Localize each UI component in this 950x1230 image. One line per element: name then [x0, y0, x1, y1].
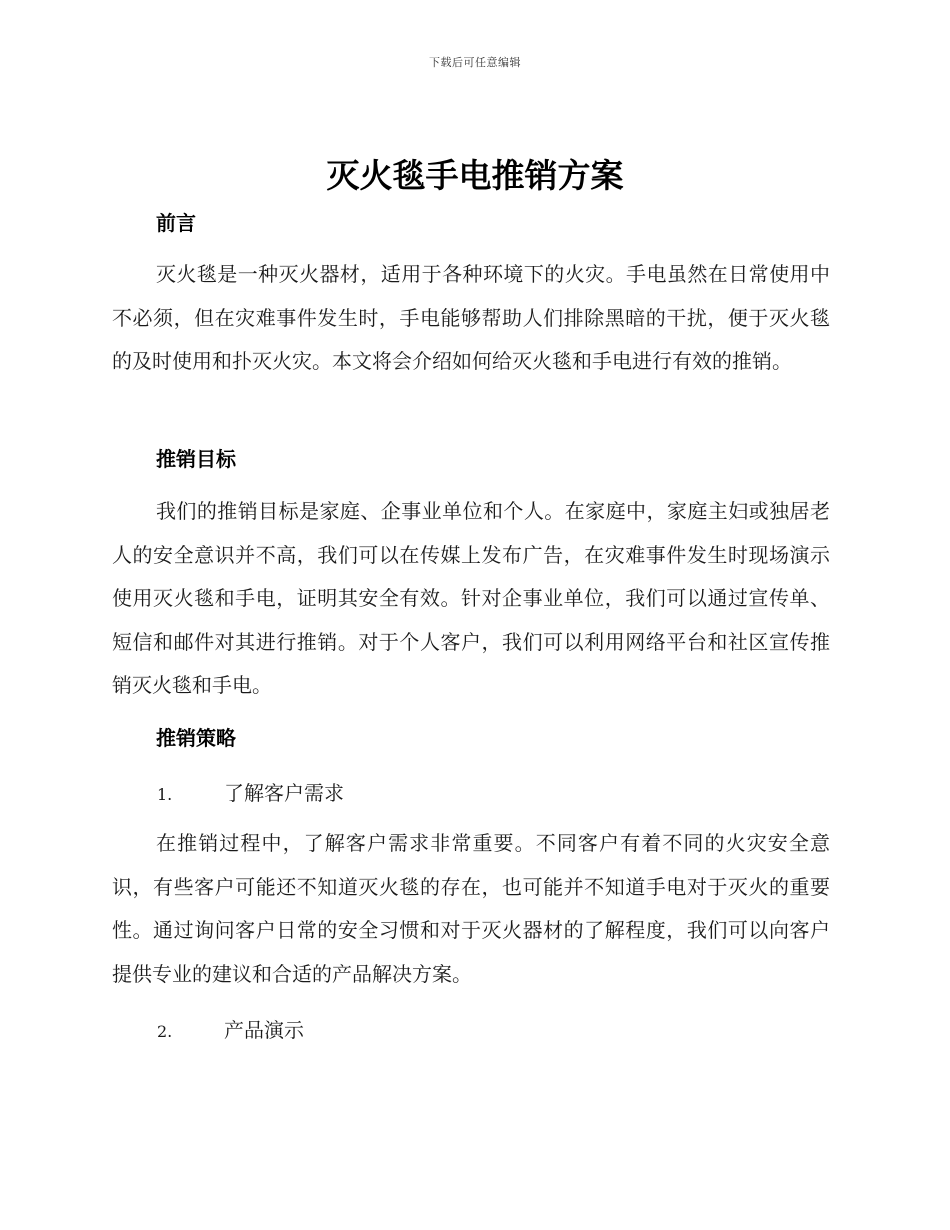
section-heading-target: 推销目标 [156, 447, 236, 471]
paragraph-customer-needs: 在推销过程中，了解客户需求非常重要。不同客户有着不同的火灾安全意识，有些客户可能还不知道灭火毯的存在，也可能并不知道手电对于灭火的重要性。通过询问客户日常的安全习惯和对于灭火器材的了解程度，我们可以向客户提供专业的建议和合适的产品解决方案。 [112, 831, 830, 986]
list-number: 2. [157, 1022, 173, 1041]
list-item-customer-needs [157, 777, 344, 806]
section-heading-strategy: 推销策略 [156, 726, 236, 750]
paragraph-preface: 灭火毯是一种灭火器材，适用于各种环境下的火灾。手电虽然在日常使用中不必须，但在灾难事件发生时，手电能够帮助人们排除黑暗的干扰，便于灭火毯的及时使用和扑灭火灾。本文将会介绍如何给灭火毯和手电进行有效的推销。 [112, 262, 830, 373]
list-number: 1. [157, 785, 173, 804]
paragraph-target: 我们的推销目标是家庭、企事业单位和个人。在家庭中，家庭主妇或独居老人的安全意识并不高，我们可以在传媒上发布广告，在灾难事件发生时现场演示使用灭火毯和手电，证明其安全有效。针对企事业单位，我们可以通过宣传单、短信和邮件对其进行推销。对于个人客户，我们可以利用网络平台和社区宣传推销灭火毯和手电。 [112, 499, 830, 697]
section-heading-preface: 前言 [156, 211, 196, 235]
header-note: 下载后可任意编辑 [429, 56, 521, 69]
document-title: 灭火毯手电推销方案 [326, 156, 624, 195]
list-item-product-demo [157, 1014, 304, 1043]
list-label: 产品演示 [224, 1018, 304, 1042]
list-label: 了解客户需求 [224, 781, 344, 805]
